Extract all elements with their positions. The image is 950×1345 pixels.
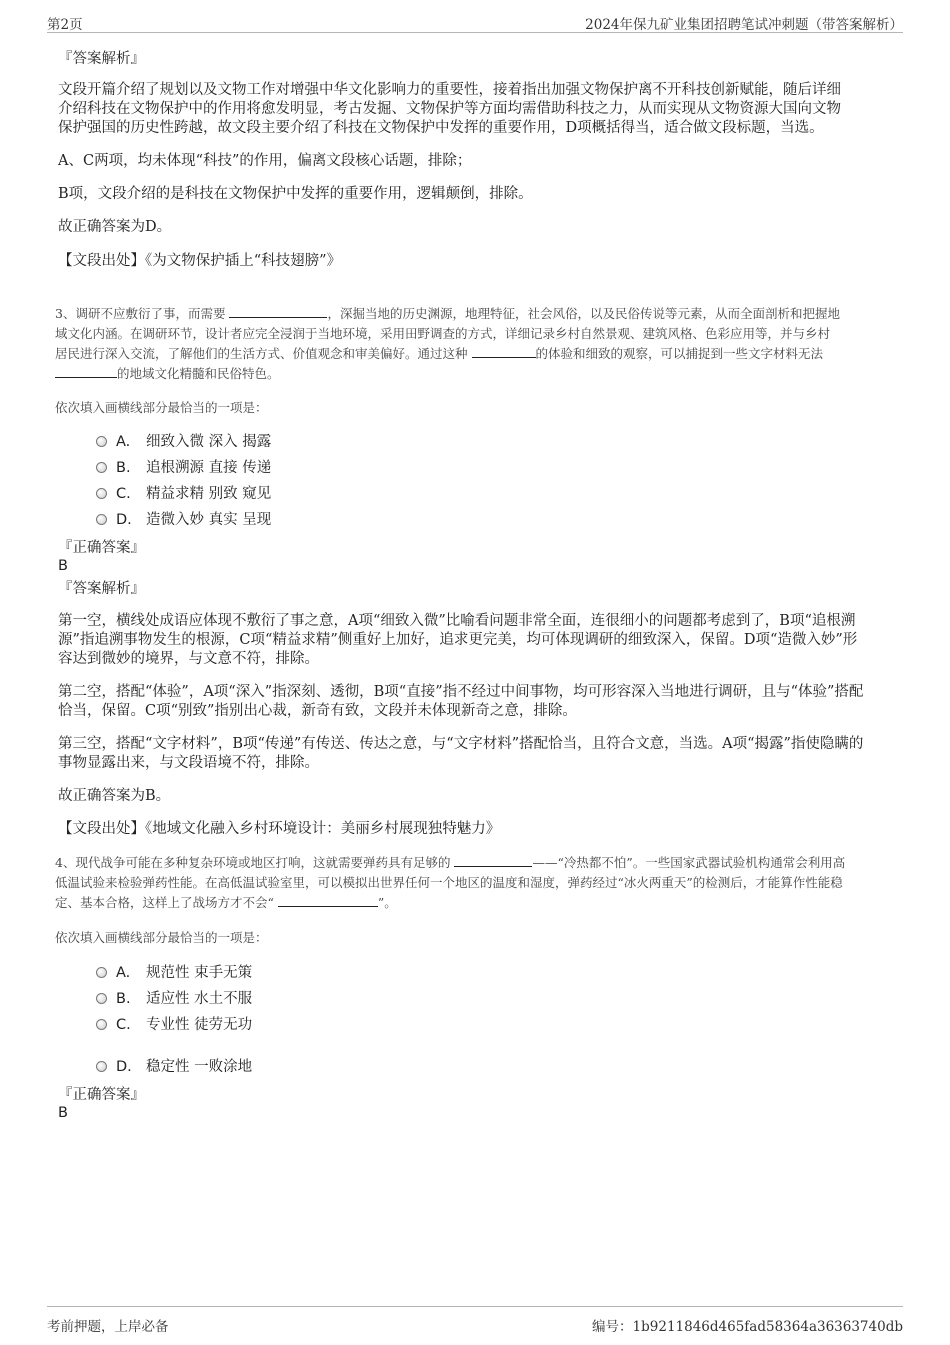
passage-source: 【文段出处】《为文物保护插上“科技翅膀”》 xyxy=(58,253,342,269)
option-b[interactable]: B. 追根溯源 直接 传递 xyxy=(96,458,271,478)
question-text: 域文化内涵。在调研环节，设计者应完全浸润于当地环境，采用田野调查的方式，详细记录乡村自然景观、建筑风格、色彩应用等，并与乡村 xyxy=(55,326,831,341)
fill-blank xyxy=(55,364,117,378)
option-text: 造微入妙 真实 呈现 xyxy=(146,512,272,528)
radio-icon[interactable] xyxy=(96,1019,107,1030)
question-3-stem-line xyxy=(55,363,280,384)
question-3-stem-line xyxy=(55,343,823,364)
analysis-line: 文段开篇介绍了规划以及文物工作对增强中华文化影响力的重要性，接着指出加强文物保护离不开科技创新赋能，随后详细 xyxy=(58,82,841,98)
question-text: 定、基本合格，这样上了战场方才不会“ xyxy=(55,895,274,910)
option-text: 精益求精 别致 窥见 xyxy=(146,486,272,502)
footer-slogan: 考前押题，上岸必备 xyxy=(47,1319,169,1335)
question-text: ——“冷热都不怕”。一些国家武器试验机构通常会利用高 xyxy=(532,855,846,870)
page-number: 第2页 xyxy=(47,17,83,33)
option-text: 细致入微 深入 揭露 xyxy=(146,434,272,450)
radio-icon[interactable] xyxy=(96,436,107,447)
radio-icon[interactable] xyxy=(96,514,107,525)
analysis-label: 『答案解析』 xyxy=(58,581,145,597)
option-a[interactable]: A. 规范性 束手无策 xyxy=(96,963,252,983)
radio-icon[interactable] xyxy=(96,967,107,978)
question-text: 低温试验来检验弹药性能。在高低温试验室里，可以模拟出世界任何一个地区的温度和湿度，弹药经过“冰火两重天”的检测后，才能算作性能稳 xyxy=(55,875,843,890)
option-text: 规范性 束手无策 xyxy=(146,965,253,981)
answer-conclusion: 故正确答案为B。 xyxy=(58,788,171,804)
question-3-stem xyxy=(55,303,840,324)
question-4-stem xyxy=(55,852,845,873)
correct-answer-label: 『正确答案』 xyxy=(58,540,145,556)
question-text: 居民进行深入交流，了解他们的生活方式、价值观念和审美偏好。通过这种 xyxy=(55,346,468,361)
radio-icon[interactable] xyxy=(96,993,107,1004)
question-prompt: 依次填入画横线部分最恰当的一项是： xyxy=(55,930,268,945)
question-prompt: 依次填入画横线部分最恰当的一项是： xyxy=(55,400,268,415)
option-b[interactable]: B. 适应性 水土不服 xyxy=(96,989,252,1009)
option-text: 专业性 徒劳无功 xyxy=(146,1017,253,1033)
analysis-paragraph: B项，文段介绍的是科技在文物保护中发挥的重要作用，逻辑颠倒，排除。 xyxy=(58,186,533,202)
question-text: 3、调研不应敷衍了事，而需要 xyxy=(55,306,226,321)
question-text: 4、现代战争可能在多种复杂环境或地区打响，这就需要弹药具有足够的 xyxy=(55,855,451,870)
radio-icon[interactable] xyxy=(96,1061,107,1072)
option-text: 稳定性 一败涂地 xyxy=(146,1059,253,1075)
analysis-line: 第一空，横线处成语应体现不敷衍了事之意，A项“细致入微”比喻看问题非常全面，连很细小的问题都考虑到了，B项“追根溯 xyxy=(58,613,856,629)
question-text: 的体验和细致的观察，可以捕捉到一些文字材料无法 xyxy=(535,346,824,361)
passage-source: 【文段出处】《地域文化融入乡村环境设计：美丽乡村展现独特魅力》 xyxy=(58,821,501,837)
fill-blank xyxy=(278,893,378,907)
correct-answer: B xyxy=(58,1105,68,1121)
option-c[interactable]: C. 精益求精 别致 窥见 xyxy=(96,484,271,504)
analysis-line: 第二空，搭配“体验”，A项“深入”指深刻、透彻，B项“直接”指不经过中间事物，均可形容深入当地进行调研，且与“体验”搭配 xyxy=(58,684,864,700)
option-text: 追根溯源 直接 传递 xyxy=(146,460,272,476)
question-text: ，深掘当地的历史渊源，地理特征，社会风俗，以及民俗传说等元素，从而全面剖析和把握地 xyxy=(327,306,840,321)
question-4-stem-line xyxy=(55,892,397,913)
answer-conclusion: 故正确答案为D。 xyxy=(58,219,172,235)
fill-blank xyxy=(454,853,532,867)
option-text: 适应性 水土不服 xyxy=(146,991,253,1007)
page-footer xyxy=(47,1306,903,1335)
document-id: 编号：1b9211846d465fad58364a36363740db xyxy=(592,1319,903,1335)
radio-icon[interactable] xyxy=(96,462,107,473)
analysis-paragraph: A、C两项，均未体现“科技”的作用，偏离文段核心话题，排除； xyxy=(58,153,472,169)
page-header xyxy=(47,10,903,33)
analysis-line: 事物显露出来，与文段语境不符，排除。 xyxy=(58,755,319,771)
analysis-line: 容达到微妙的境界，与文意不符，排除。 xyxy=(58,651,319,667)
question-text: 的地域文化精髓和民俗特色。 xyxy=(117,366,280,381)
analysis-line: 源”指追溯事物发生的根源，C项“精益求精”侧重好上加好，追求更完美，均可体现调研的细致深入，保留。D项“造微入妙”形 xyxy=(58,632,858,648)
analysis-label: 『答案解析』 xyxy=(58,51,145,67)
fill-blank xyxy=(229,304,327,318)
correct-answer-label: 『正确答案』 xyxy=(58,1087,145,1103)
option-c[interactable]: C. 专业性 徒劳无功 xyxy=(96,1015,252,1035)
question-text: ”。 xyxy=(377,895,397,910)
option-d[interactable]: D. 造微入妙 真实 呈现 xyxy=(96,510,271,530)
analysis-line: 介绍科技在文物保护中的作用将愈发明显，考古发掘、文物保护等方面均需借助科技之力，从而实现从文物资源大国向文物 xyxy=(58,101,841,117)
option-a[interactable]: A. 细致入微 深入 揭露 xyxy=(96,432,271,452)
analysis-line: 保护强国的历史性跨越，故文段主要介绍了科技在文物保护中发挥的重要作用，D项概括得当，适合做文段标题，当选。 xyxy=(58,120,824,136)
document-title: 2024年保九矿业集团招聘笔试冲刺题（带答案解析） xyxy=(585,17,903,33)
radio-icon[interactable] xyxy=(96,488,107,499)
option-d[interactable]: D. 稳定性 一败涂地 xyxy=(96,1057,252,1077)
analysis-line: 恰当，保留。C项“别致”指别出心裁，新奇有致，文段并未体现新奇之意，排除。 xyxy=(58,703,577,719)
correct-answer: B xyxy=(58,558,68,574)
fill-blank xyxy=(472,344,536,358)
analysis-line: 第三空，搭配“文字材料”，B项“传递”有传送、传达之意，与“文字材料”搭配恰当，且符合文意，当选。A项“揭露”指使隐瞒的 xyxy=(58,736,864,752)
